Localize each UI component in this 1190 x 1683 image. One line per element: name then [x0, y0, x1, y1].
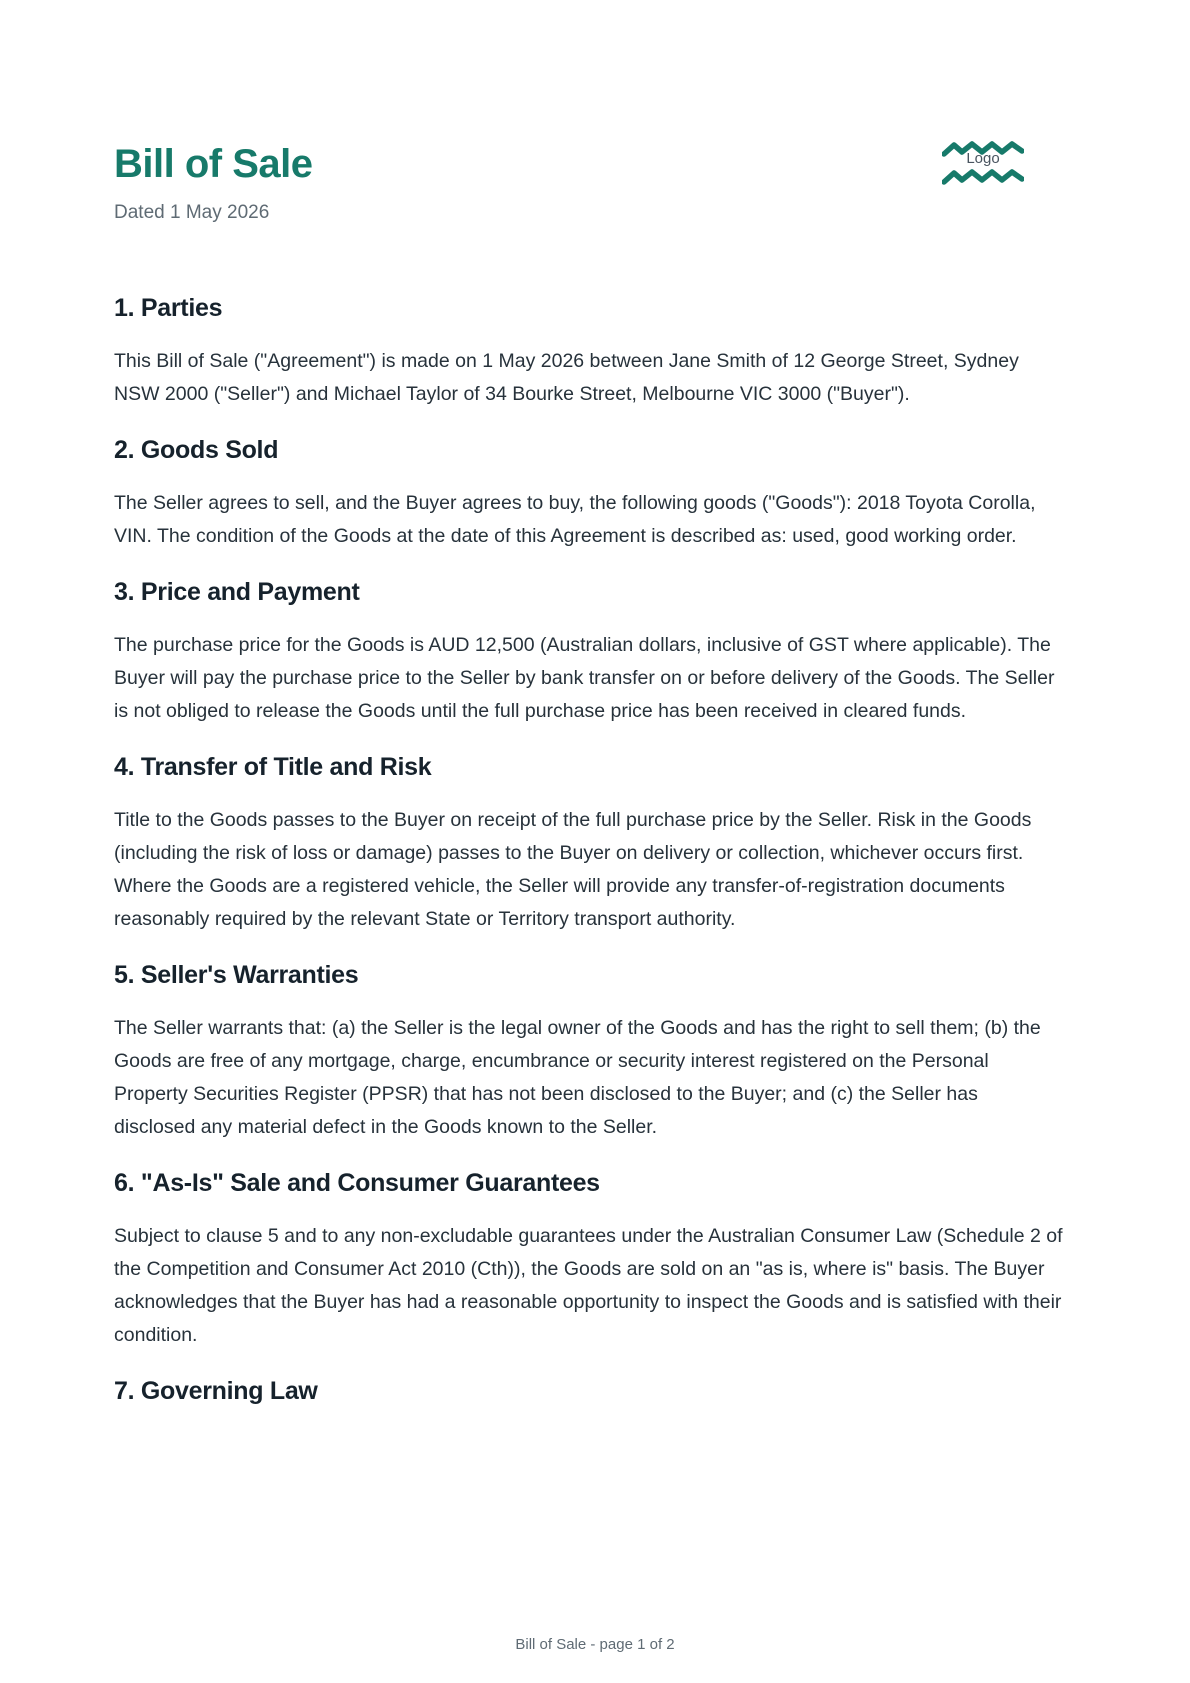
section-body-warranties: The Seller warrants that: (a) the Seller is the legal owner of the Goods and has the right to sell them; (b) the Goods are free of any mortgage, charge, encumbrance or security interest registered on the Personal Property Securities Register (PPSR) that has not been disclosed to the Buyer; and (c) the Seller has disclosed any material defect in the Goods known to the Seller. [114, 1017, 1041, 1138]
logo-label: Logo [966, 150, 1000, 167]
document-body [114, 291, 1064, 1428]
section-heading-goods-sold: 2. Goods Sold [114, 436, 279, 464]
section-body-title-risk: Title to the Goods passes to the Buyer on receipt of the full purchase price by the Seller. Risk in the Goods (including the risk of loss or damage) passes to the Buyer on delivery or collection, whichever occurs first. Where the Goods are a registered vehicle, the Seller will provide any transfer-of-registration documents reasonably required by the relevant State or Territory transport authority. [114, 809, 1032, 930]
wave-logo-icon [942, 140, 1024, 186]
section-body-as-is: Subject to clause 5 and to any non-excludable guarantees under the Australian Consumer Law (Schedule 2 of the Competition and Consumer Act 2010 (Cth)), the Goods are sold on an "as is, where is" basis. The Buyer acknowledges that the Buyer has had a reasonable opportunity to inspect the Goods and is satisfied with their condition. [114, 1225, 1063, 1346]
section-heading-as-is: 6. "As-Is" Sale and Consumer Guarantees [114, 1169, 600, 1197]
section-heading-price-payment: 3. Price and Payment [114, 578, 360, 606]
section-body-goods-sold: The Seller agrees to sell, and the Buyer agrees to buy, the following goods ("Goods"): 2018 Toyota Corolla, VIN. The condition of the Goods at the date of this Agreement is described as: used, good working order. [114, 492, 1036, 547]
document-date: Dated 1 May 2026 [114, 202, 270, 223]
document-title: Bill of Sale [114, 142, 313, 186]
page-footer: Bill of Sale - page 1 of 2 [515, 1636, 675, 1653]
section-body-price-payment: The purchase price for the Goods is AUD 12,500 (Australian dollars, inclusive of GST where applicable). The Buyer will pay the purchase price to the Seller by bank transfer on or before delivery of the Goods. The Seller is not obliged to release the Goods until the full purchase price has been received in cleared funds. [114, 634, 1055, 722]
section-heading-warranties: 5. Seller's Warranties [114, 961, 359, 989]
section-heading-parties: 1. Parties [114, 294, 223, 322]
section-heading-title-risk: 4. Transfer of Title and Risk [114, 753, 432, 781]
document-header [114, 140, 1034, 240]
section-heading-governing-law: 7. Governing Law [114, 1377, 318, 1405]
section-body-parties: This Bill of Sale ("Agreement") is made on 1 May 2026 between Jane Smith of 12 George Street, Sydney NSW 2000 ("Seller") and Michael Taylor of 34 Bourke Street, Melbourne VIC 3000 ("Buyer"). [114, 350, 1019, 405]
